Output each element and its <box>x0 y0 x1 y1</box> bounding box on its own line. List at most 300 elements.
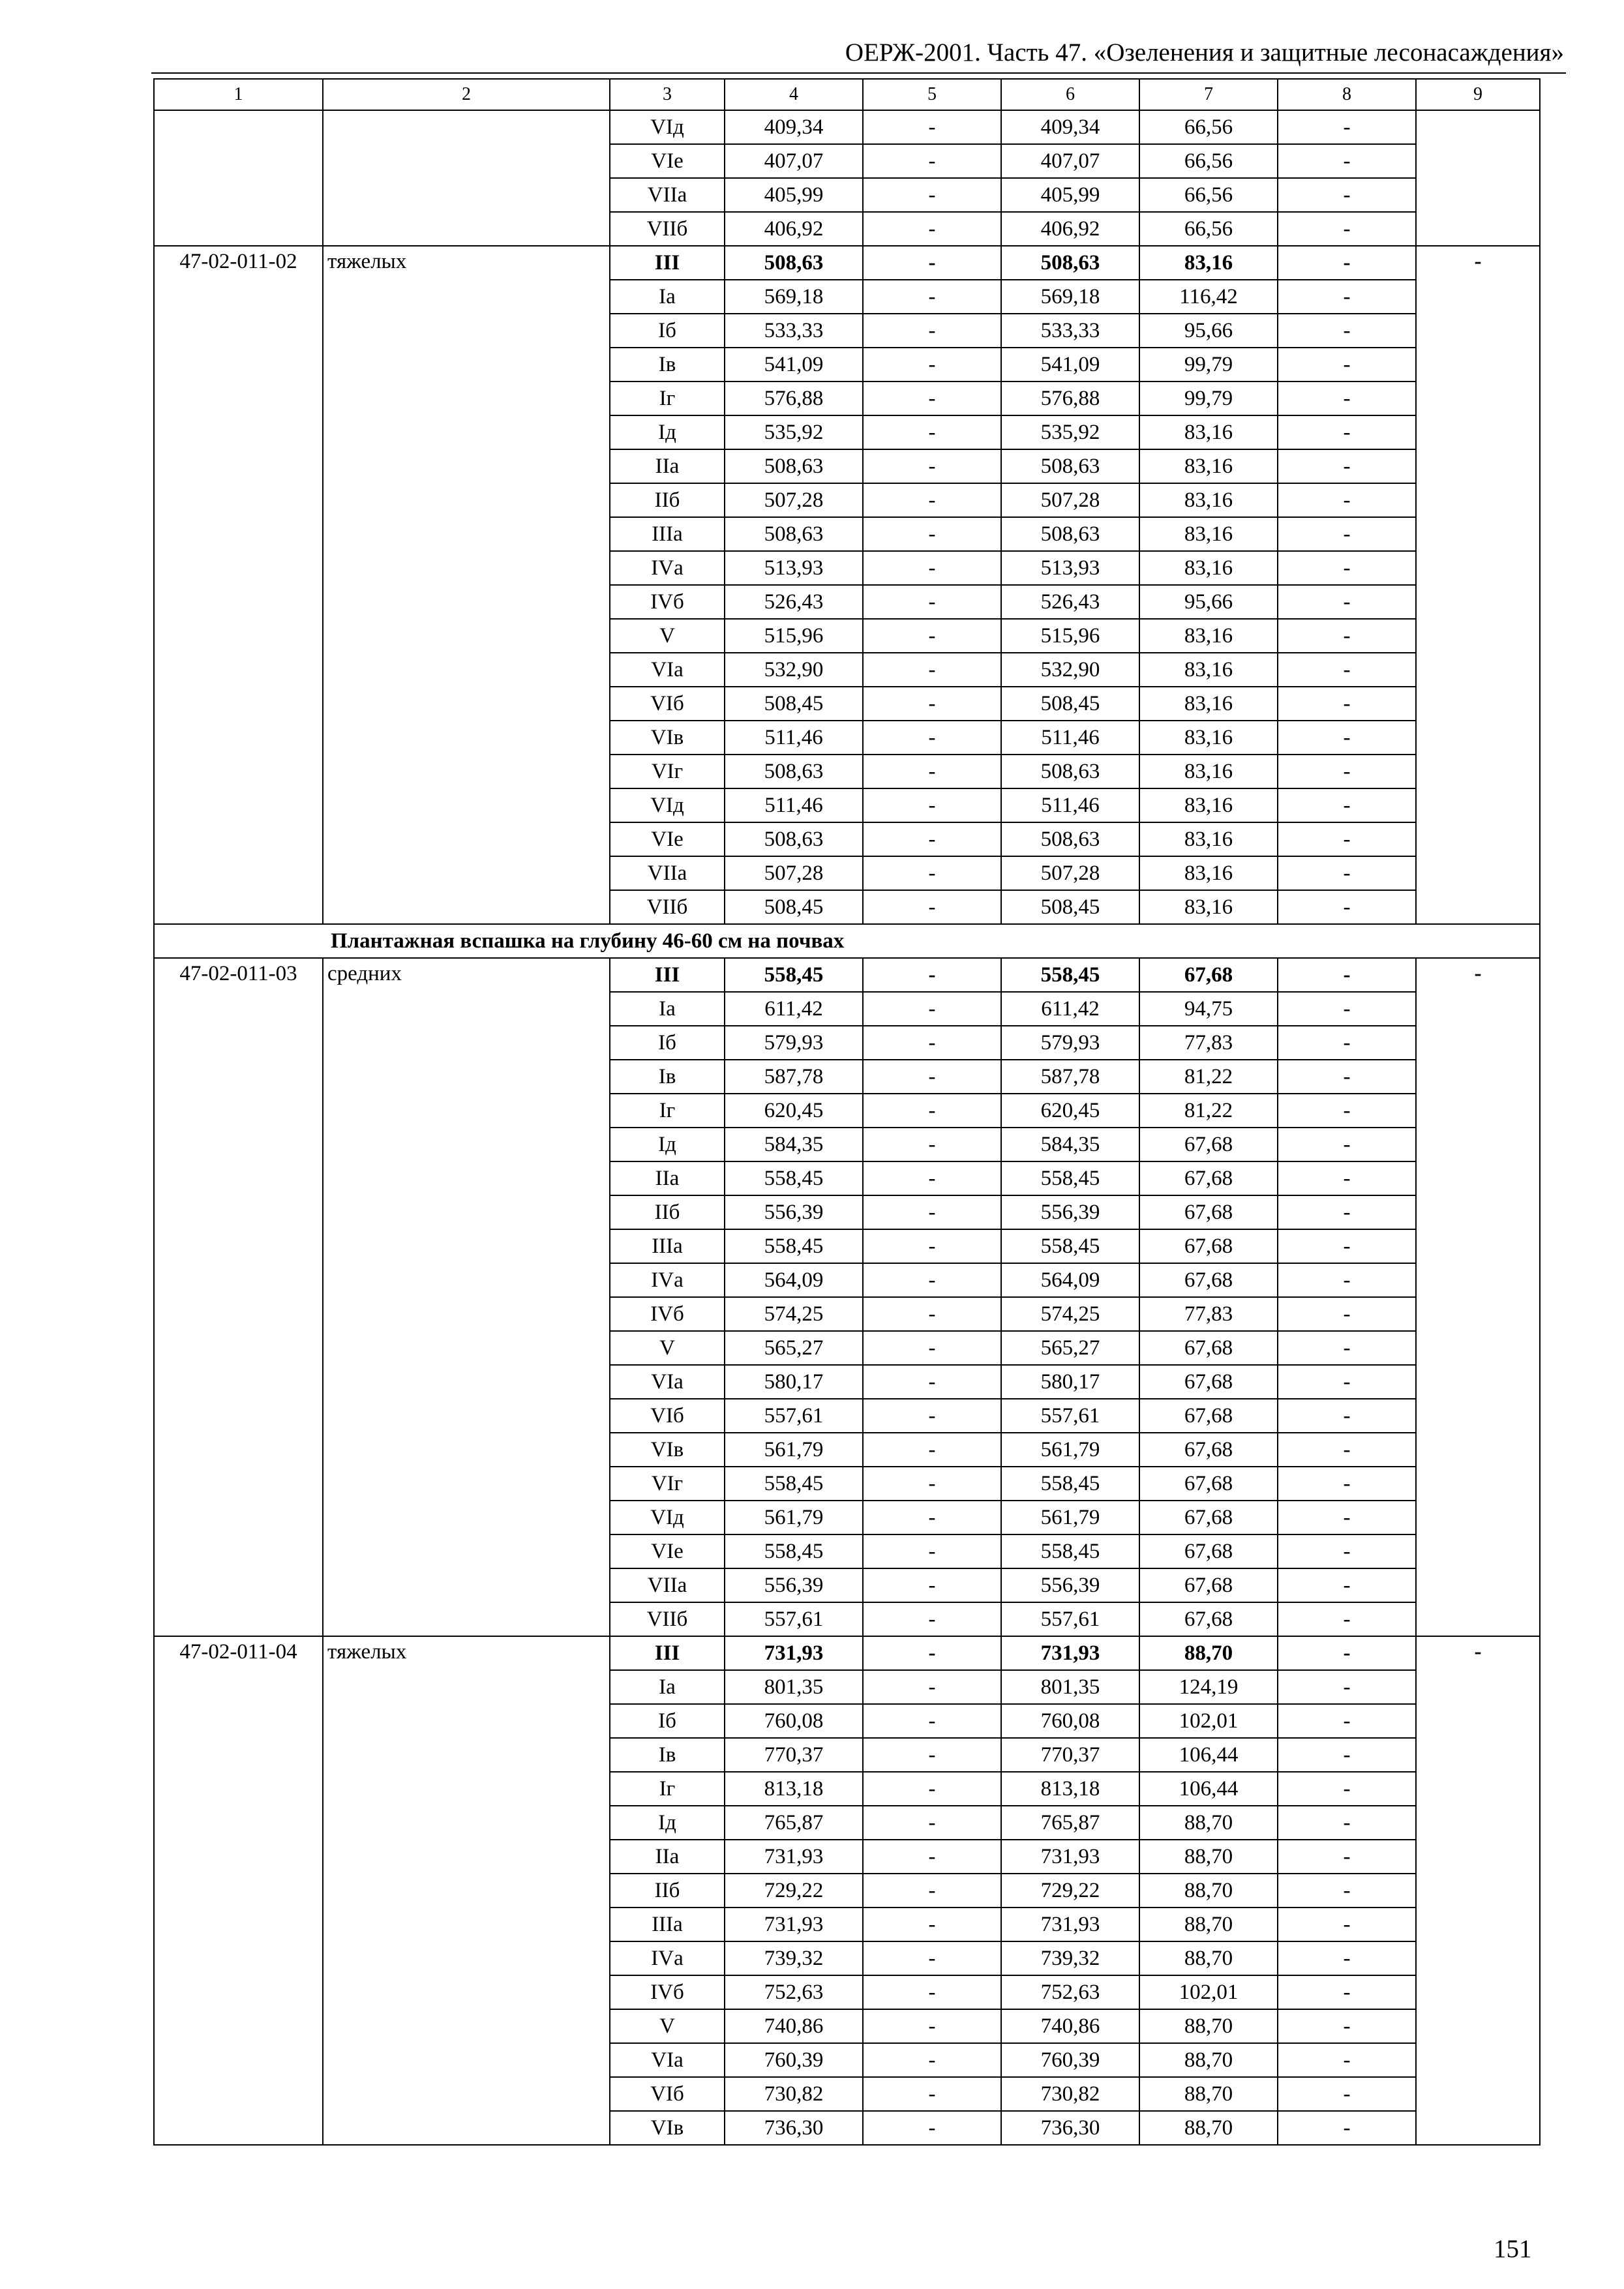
value-cell: 731,93 <box>1001 1840 1139 1874</box>
value-cell: - <box>863 1501 1001 1534</box>
zone-cell: IVа <box>610 551 725 585</box>
zone-cell: VIа <box>610 1365 725 1399</box>
value-cell: - <box>1278 1874 1416 1908</box>
value-cell: 508,63 <box>1001 449 1139 483</box>
value-cell: 579,93 <box>725 1026 863 1060</box>
zone-cell: VIд <box>610 1501 725 1534</box>
value-cell: 511,46 <box>1001 788 1139 822</box>
value-cell: - <box>863 1229 1001 1263</box>
value-cell: - <box>863 1602 1001 1636</box>
value-cell: 83,16 <box>1139 551 1278 585</box>
value-cell: 508,45 <box>1001 687 1139 721</box>
value-cell: - <box>1278 2043 1416 2077</box>
zone-cell: IVа <box>610 1941 725 1975</box>
zone-cell: Iг <box>610 1094 725 1128</box>
value-cell: - <box>863 1568 1001 1602</box>
value-cell: - <box>863 2111 1001 2145</box>
value-cell: - <box>1278 1772 1416 1806</box>
zone-cell: Iа <box>610 992 725 1026</box>
value-cell: - <box>863 1060 1001 1094</box>
value-cell: 88,70 <box>1139 1806 1278 1840</box>
value-cell: 67,68 <box>1139 1568 1278 1602</box>
value-cell: 77,83 <box>1139 1297 1278 1331</box>
value-cell: 83,16 <box>1139 653 1278 687</box>
value-cell: - <box>1278 1263 1416 1297</box>
value-cell: 88,70 <box>1139 2111 1278 2145</box>
column-number-cell: 2 <box>323 79 610 110</box>
value-cell: 569,18 <box>725 280 863 314</box>
value-cell: 760,08 <box>725 1704 863 1738</box>
col9-cell: - <box>1416 246 1540 924</box>
value-cell: 407,07 <box>1001 144 1139 178</box>
zone-cell: VIг <box>610 755 725 788</box>
value-cell: - <box>863 382 1001 415</box>
value-cell: 526,43 <box>1001 585 1139 619</box>
zone-cell: IIб <box>610 1874 725 1908</box>
value-cell: 409,34 <box>725 110 863 144</box>
value-cell: 558,45 <box>1001 1534 1139 1568</box>
value-cell: 739,32 <box>725 1941 863 1975</box>
value-cell: 558,45 <box>725 958 863 992</box>
value-cell: - <box>863 415 1001 449</box>
value-cell: 513,93 <box>725 551 863 585</box>
zone-cell: Iв <box>610 348 725 382</box>
value-cell: 83,16 <box>1139 890 1278 924</box>
rate-name: тяжелых <box>323 246 610 924</box>
value-cell: 752,63 <box>1001 1975 1139 2009</box>
rates-table <box>153 78 1541 2146</box>
value-cell: 83,16 <box>1139 449 1278 483</box>
value-cell: 813,18 <box>1001 1772 1139 1806</box>
value-cell: - <box>1278 890 1416 924</box>
value-cell: 561,79 <box>1001 1501 1139 1534</box>
value-cell: - <box>863 280 1001 314</box>
value-cell: 584,35 <box>1001 1128 1139 1161</box>
zone-cell: IIа <box>610 1161 725 1195</box>
value-cell: 574,25 <box>725 1297 863 1331</box>
value-cell: 561,79 <box>725 1501 863 1534</box>
column-number-cell: 9 <box>1416 79 1540 110</box>
value-cell: - <box>863 1772 1001 1806</box>
value-cell: 511,46 <box>725 788 863 822</box>
zone-cell: VIб <box>610 2077 725 2111</box>
value-cell: 405,99 <box>1001 178 1139 212</box>
value-cell: - <box>863 1874 1001 1908</box>
value-cell: 83,16 <box>1139 483 1278 517</box>
value-cell: - <box>863 788 1001 822</box>
value-cell: - <box>1278 551 1416 585</box>
value-cell: - <box>1278 2111 1416 2145</box>
value-cell: 94,75 <box>1139 992 1278 1026</box>
value-cell: 558,45 <box>725 1229 863 1263</box>
value-cell: 730,82 <box>1001 2077 1139 2111</box>
zone-cell: Iб <box>610 314 725 348</box>
zone-cell: IIIа <box>610 517 725 551</box>
value-cell: - <box>1278 755 1416 788</box>
value-cell: - <box>1278 2009 1416 2043</box>
value-cell: - <box>863 1670 1001 1704</box>
value-cell: - <box>1278 1060 1416 1094</box>
table-row <box>154 246 1540 280</box>
value-cell: 81,22 <box>1139 1060 1278 1094</box>
value-cell: 67,68 <box>1139 1399 1278 1433</box>
zone-cell: IIб <box>610 1195 725 1229</box>
zone-cell: VIIа <box>610 856 725 890</box>
value-cell: - <box>863 1195 1001 1229</box>
col9-cell: - <box>1416 1636 1540 2145</box>
value-cell: - <box>863 1806 1001 1840</box>
zone-cell: VIб <box>610 687 725 721</box>
value-cell: 95,66 <box>1139 314 1278 348</box>
value-cell: 620,45 <box>725 1094 863 1128</box>
value-cell: - <box>863 1975 1001 2009</box>
value-cell: 515,96 <box>725 619 863 653</box>
value-cell: 731,93 <box>725 1908 863 1941</box>
zone-cell: Iд <box>610 1806 725 1840</box>
value-cell: 558,45 <box>1001 1161 1139 1195</box>
value-cell: - <box>863 551 1001 585</box>
value-cell: 558,45 <box>725 1534 863 1568</box>
value-cell: - <box>863 585 1001 619</box>
value-cell: - <box>863 246 1001 280</box>
value-cell: 508,63 <box>725 755 863 788</box>
value-cell: - <box>1278 280 1416 314</box>
value-cell: 83,16 <box>1139 755 1278 788</box>
table-body <box>154 79 1540 2145</box>
value-cell: 88,70 <box>1139 2077 1278 2111</box>
value-cell: 579,93 <box>1001 1026 1139 1060</box>
value-cell: 740,86 <box>725 2009 863 2043</box>
value-cell: 760,08 <box>1001 1704 1139 1738</box>
value-cell: - <box>1278 348 1416 382</box>
value-cell: 88,70 <box>1139 1636 1278 1670</box>
zone-cell: VIа <box>610 2043 725 2077</box>
value-cell: - <box>1278 2077 1416 2111</box>
value-cell: 102,01 <box>1139 1704 1278 1738</box>
value-cell: 564,09 <box>725 1263 863 1297</box>
zone-cell: V <box>610 619 725 653</box>
value-cell: - <box>863 1161 1001 1195</box>
value-cell: 731,93 <box>725 1636 863 1670</box>
zone-cell: Iв <box>610 1060 725 1094</box>
value-cell: 731,93 <box>1001 1636 1139 1670</box>
value-cell: - <box>863 721 1001 755</box>
value-cell: 576,88 <box>1001 382 1139 415</box>
value-cell: 83,16 <box>1139 788 1278 822</box>
section-row <box>154 924 1540 958</box>
value-cell: - <box>1278 1738 1416 1772</box>
value-cell: - <box>863 2077 1001 2111</box>
value-cell: - <box>1278 1331 1416 1365</box>
value-cell: - <box>1278 212 1416 246</box>
zone-cell: Iд <box>610 1128 725 1161</box>
column-number-cell: 7 <box>1139 79 1278 110</box>
value-cell: 508,45 <box>725 687 863 721</box>
zone-cell: IIIа <box>610 1229 725 1263</box>
value-cell: 406,92 <box>1001 212 1139 246</box>
value-cell: - <box>863 1941 1001 1975</box>
value-cell: - <box>863 1128 1001 1161</box>
value-cell: 752,63 <box>725 1975 863 2009</box>
zone-cell: V <box>610 2009 725 2043</box>
value-cell: 67,68 <box>1139 958 1278 992</box>
value-cell: 67,68 <box>1139 1128 1278 1161</box>
value-cell: - <box>1278 721 1416 755</box>
value-cell: - <box>1278 822 1416 856</box>
value-cell: - <box>863 1399 1001 1433</box>
value-cell: - <box>1278 1195 1416 1229</box>
value-cell: 532,90 <box>1001 653 1139 687</box>
value-cell: 556,39 <box>1001 1195 1139 1229</box>
value-cell: 770,37 <box>1001 1738 1139 1772</box>
zone-cell: VIд <box>610 788 725 822</box>
value-cell: 557,61 <box>1001 1602 1139 1636</box>
zone-cell: III <box>610 246 725 280</box>
value-cell: - <box>1278 110 1416 144</box>
value-cell: 508,63 <box>1001 246 1139 280</box>
value-cell: - <box>863 517 1001 551</box>
value-cell: 102,01 <box>1139 1975 1278 2009</box>
zone-cell: Iг <box>610 382 725 415</box>
value-cell: 576,88 <box>725 382 863 415</box>
value-cell: 535,92 <box>725 415 863 449</box>
value-cell: 511,46 <box>1001 721 1139 755</box>
col9-cell: - <box>1416 958 1540 1636</box>
column-number-row <box>154 79 1540 110</box>
value-cell: 407,07 <box>725 144 863 178</box>
value-cell: 731,93 <box>1001 1908 1139 1941</box>
value-cell: 66,56 <box>1139 144 1278 178</box>
value-cell: 124,19 <box>1139 1670 1278 1704</box>
value-cell: 508,45 <box>725 890 863 924</box>
zone-cell: VIв <box>610 2111 725 2145</box>
value-cell: 765,87 <box>1001 1806 1139 1840</box>
page-number: 151 <box>1494 2235 1532 2263</box>
value-cell: - <box>863 1636 1001 1670</box>
value-cell: 88,70 <box>1139 1840 1278 1874</box>
value-cell: - <box>1278 246 1416 280</box>
table-row <box>154 958 1540 992</box>
value-cell: 765,87 <box>725 1806 863 1840</box>
value-cell: 67,68 <box>1139 1365 1278 1399</box>
value-cell: 508,63 <box>725 822 863 856</box>
value-cell: 88,70 <box>1139 1908 1278 1941</box>
value-cell: 81,22 <box>1139 1094 1278 1128</box>
value-cell: - <box>863 1840 1001 1874</box>
rate-name: средних <box>323 958 610 1636</box>
column-number-cell: 3 <box>610 79 725 110</box>
value-cell: 587,78 <box>725 1060 863 1094</box>
value-cell: 508,63 <box>725 449 863 483</box>
value-cell: 88,70 <box>1139 2043 1278 2077</box>
value-cell: - <box>863 314 1001 348</box>
value-cell: 515,96 <box>1001 619 1139 653</box>
value-cell: 558,45 <box>1001 1229 1139 1263</box>
value-cell: - <box>1278 619 1416 653</box>
value-cell: 556,39 <box>725 1195 863 1229</box>
value-cell: 557,61 <box>725 1399 863 1433</box>
value-cell: - <box>1278 314 1416 348</box>
value-cell: 561,79 <box>1001 1433 1139 1467</box>
value-cell: - <box>863 1026 1001 1060</box>
value-cell: - <box>1278 1467 1416 1501</box>
value-cell: - <box>863 144 1001 178</box>
value-cell: 507,28 <box>725 483 863 517</box>
value-cell: - <box>863 212 1001 246</box>
value-cell: - <box>863 822 1001 856</box>
value-cell: - <box>1278 1840 1416 1874</box>
value-cell: - <box>863 483 1001 517</box>
value-cell: - <box>1278 1128 1416 1161</box>
value-cell: 760,39 <box>725 2043 863 2077</box>
value-cell: - <box>1278 517 1416 551</box>
zone-cell: IIIа <box>610 1908 725 1941</box>
value-cell: 67,68 <box>1139 1501 1278 1534</box>
value-cell: 526,43 <box>725 585 863 619</box>
value-cell: 541,09 <box>1001 348 1139 382</box>
value-cell: - <box>1278 1534 1416 1568</box>
zone-cell: VIIб <box>610 1602 725 1636</box>
zone-cell: VIIб <box>610 890 725 924</box>
value-cell: 405,99 <box>725 178 863 212</box>
value-cell: 507,28 <box>1001 483 1139 517</box>
value-cell: 533,33 <box>725 314 863 348</box>
zone-cell: VIе <box>610 1534 725 1568</box>
value-cell: 556,39 <box>725 1568 863 1602</box>
value-cell: - <box>863 178 1001 212</box>
value-cell: 541,09 <box>725 348 863 382</box>
value-cell: 409,34 <box>1001 110 1139 144</box>
value-cell: 508,63 <box>1001 755 1139 788</box>
value-cell: - <box>1278 1636 1416 1670</box>
value-cell: - <box>1278 1975 1416 2009</box>
value-cell: - <box>1278 1094 1416 1128</box>
value-cell: - <box>1278 1941 1416 1975</box>
value-cell: 83,16 <box>1139 619 1278 653</box>
value-cell: - <box>863 856 1001 890</box>
section-title: Плантажная вспашка на глубину 46-60 см на почвах <box>154 924 1540 958</box>
value-cell: 558,45 <box>725 1467 863 1501</box>
zone-cell: VIIа <box>610 178 725 212</box>
column-number-cell: 6 <box>1001 79 1139 110</box>
value-cell: 739,32 <box>1001 1941 1139 1975</box>
value-cell: - <box>1278 1297 1416 1331</box>
zone-cell: VIа <box>610 653 725 687</box>
value-cell: 67,68 <box>1139 1534 1278 1568</box>
value-cell: - <box>863 449 1001 483</box>
value-cell: 88,70 <box>1139 1941 1278 1975</box>
value-cell: 729,22 <box>1001 1874 1139 1908</box>
value-cell: 83,16 <box>1139 415 1278 449</box>
value-cell: - <box>1278 144 1416 178</box>
value-cell: - <box>1278 178 1416 212</box>
value-cell: - <box>863 1297 1001 1331</box>
value-cell: 556,39 <box>1001 1568 1139 1602</box>
value-cell: - <box>1278 1908 1416 1941</box>
zone-cell: V <box>610 1331 725 1365</box>
value-cell: 83,16 <box>1139 517 1278 551</box>
value-cell: - <box>863 1908 1001 1941</box>
header-rule <box>151 72 1566 74</box>
value-cell: 801,35 <box>725 1670 863 1704</box>
zone-cell: IIа <box>610 449 725 483</box>
value-cell: 508,45 <box>1001 890 1139 924</box>
value-cell: 561,79 <box>725 1433 863 1467</box>
zone-cell: IIб <box>610 483 725 517</box>
value-cell: - <box>863 1263 1001 1297</box>
value-cell: 760,39 <box>1001 2043 1139 2077</box>
zone-cell: VIIб <box>610 212 725 246</box>
value-cell: 611,42 <box>725 992 863 1026</box>
value-cell: 66,56 <box>1139 178 1278 212</box>
value-cell: 557,61 <box>1001 1399 1139 1433</box>
value-cell: 564,09 <box>1001 1263 1139 1297</box>
value-cell: 406,92 <box>725 212 863 246</box>
column-number-cell: 4 <box>725 79 863 110</box>
column-number-cell: 8 <box>1278 79 1416 110</box>
zone-cell: IVб <box>610 585 725 619</box>
value-cell: 511,46 <box>725 721 863 755</box>
value-cell: - <box>863 1331 1001 1365</box>
col9-cell <box>1416 110 1540 246</box>
value-cell: 565,27 <box>725 1331 863 1365</box>
zone-cell: VIе <box>610 822 725 856</box>
zone-cell: VIг <box>610 1467 725 1501</box>
value-cell: - <box>1278 856 1416 890</box>
value-cell: - <box>863 687 1001 721</box>
rate-name: тяжелых <box>323 1636 610 2145</box>
value-cell: - <box>863 1365 1001 1399</box>
value-cell: 83,16 <box>1139 856 1278 890</box>
zone-cell: IVб <box>610 1297 725 1331</box>
value-cell: 801,35 <box>1001 1670 1139 1704</box>
zone-cell: VIв <box>610 721 725 755</box>
value-cell: - <box>863 1534 1001 1568</box>
value-cell: - <box>1278 1568 1416 1602</box>
value-cell: - <box>1278 449 1416 483</box>
zone-cell: IIа <box>610 1840 725 1874</box>
value-cell: 620,45 <box>1001 1094 1139 1128</box>
value-cell: - <box>1278 415 1416 449</box>
value-cell: 565,27 <box>1001 1331 1139 1365</box>
value-cell: 67,68 <box>1139 1331 1278 1365</box>
value-cell: - <box>1278 1365 1416 1399</box>
value-cell: - <box>1278 958 1416 992</box>
value-cell: 95,66 <box>1139 585 1278 619</box>
value-cell: - <box>1278 1501 1416 1534</box>
value-cell: - <box>1278 653 1416 687</box>
zone-cell: VIIа <box>610 1568 725 1602</box>
value-cell: 535,92 <box>1001 415 1139 449</box>
value-cell: 88,70 <box>1139 1874 1278 1908</box>
value-cell: 557,61 <box>725 1602 863 1636</box>
zone-cell: VIд <box>610 110 725 144</box>
value-cell: 813,18 <box>725 1772 863 1806</box>
zone-cell: IVб <box>610 1975 725 2009</box>
value-cell: - <box>1278 687 1416 721</box>
column-number-cell: 5 <box>863 79 1001 110</box>
zone-cell: Iг <box>610 1772 725 1806</box>
value-cell: - <box>863 1433 1001 1467</box>
value-cell: 106,44 <box>1139 1738 1278 1772</box>
value-cell: 574,25 <box>1001 1297 1139 1331</box>
value-cell: 770,37 <box>725 1738 863 1772</box>
value-cell: 67,68 <box>1139 1195 1278 1229</box>
value-cell: - <box>863 992 1001 1026</box>
zone-cell: VIв <box>610 1433 725 1467</box>
value-cell: 736,30 <box>1001 2111 1139 2145</box>
value-cell: 558,45 <box>725 1161 863 1195</box>
